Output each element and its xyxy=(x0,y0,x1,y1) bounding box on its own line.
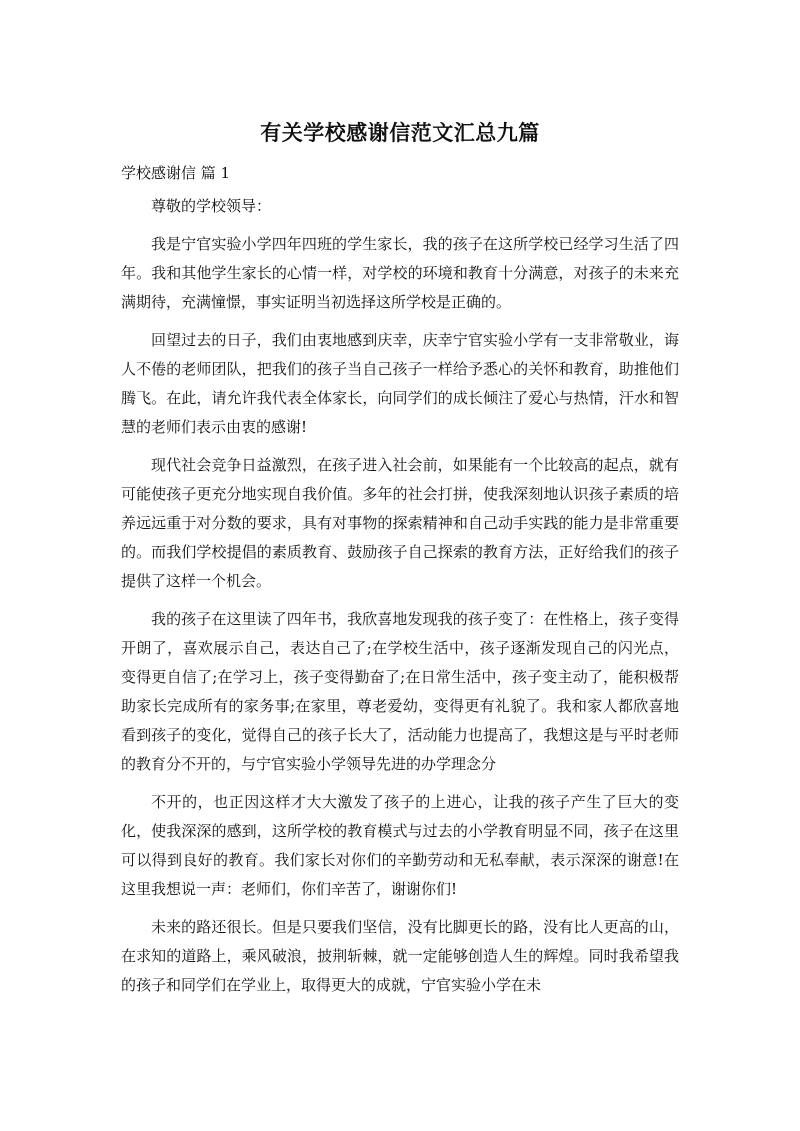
salutation: 尊敬的学校领导： xyxy=(151,197,272,215)
paragraph-intro: 我是宁官实验小学四年四班的学生家长，我的孩子在这所学校已经学习生活了四年。我和其他学生家长的心情一样，对学校的环境和教育十分满意，对孩子的未来充满期待，充满憧憬，事实证明当初选择这所学校是正确的。 xyxy=(121,235,679,311)
paragraph-society: 现代社会竞争日益激烈，在孩子进入社会前，如果能有一个比较高的起点，就有可能使孩子更充分地实现自我价值。多年的社会打拼，使我深刻地认识孩子素质的培养远远重于对分数的要求，具有对事物的探索精神和自己动手实践的能力是非常重要的。而我们学校提倡的素质教育、鼓励孩子自己探索的教育方法，正好给我们的孩子提供了这样一个机会。 xyxy=(121,456,679,590)
paragraph-thanks: 不开的，也正因这样才大大激发了孩子的上进心，让我的孩子产生了巨大的变化，使我深深的感到，这所学校的教育模式与过去的小学教育明显不同，孩子在这里可以得到良好的教育。我们家长对你们的辛勤劳动和无私奉献，表示深深的谢意!在这里我想说一声：老师们，你们辛苦了，谢谢你们! xyxy=(121,793,679,898)
paragraph-future: 未来的路还很长。但是只要我们坚信，没有比脚更长的路，没有比人更高的山，在求知的道路上，乘风破浪，披荆斩棘，就一定能够创造人生的辉煌。同时我希望我的孩子和同学们在学业上，取得更大的成就，宁官实验小学在未 xyxy=(121,918,679,994)
section-heading: 学校感谢信 篇 1 xyxy=(121,164,231,182)
paragraph-changes: 我的孩子在这里读了四年书，我欣喜地发现我的孩子变了：在性格上，孩子变得开朗了，喜欢展示自己，表达自己了;在学校生活中，孩子逐渐发现自己的闪光点，变得更自信了;在学习上，孩子变得勤奋了;在日常生活中，孩子变主动了，能积极帮助家长完成所有的家务事;在家里，尊老爱幼，变得更有礼貌了。我和家人都欣喜地看到孩子的变化，觉得自己的孩子长大了，活动能力也提高了，我想这是与平时老师的教育分不开的，与宁官实验小学领导先进的办学理念分 xyxy=(121,610,679,773)
letter-body xyxy=(121,192,679,1009)
document-title: 有关学校感谢信范文汇总九篇 xyxy=(260,121,540,145)
paragraph-gratitude: 回望过去的日子，我们由衷地感到庆幸，庆幸宁官实验小学有一支非常敬业，诲人不倦的老师团队，把我们的孩子当自己孩子一样给予悉心的关怀和教育，助推他们腾飞。在此，请允许我代表全体家长，向同学们的成长倾注了爱心与热情，汗水和智慧的老师们表示由衷的感谢! xyxy=(121,331,679,436)
